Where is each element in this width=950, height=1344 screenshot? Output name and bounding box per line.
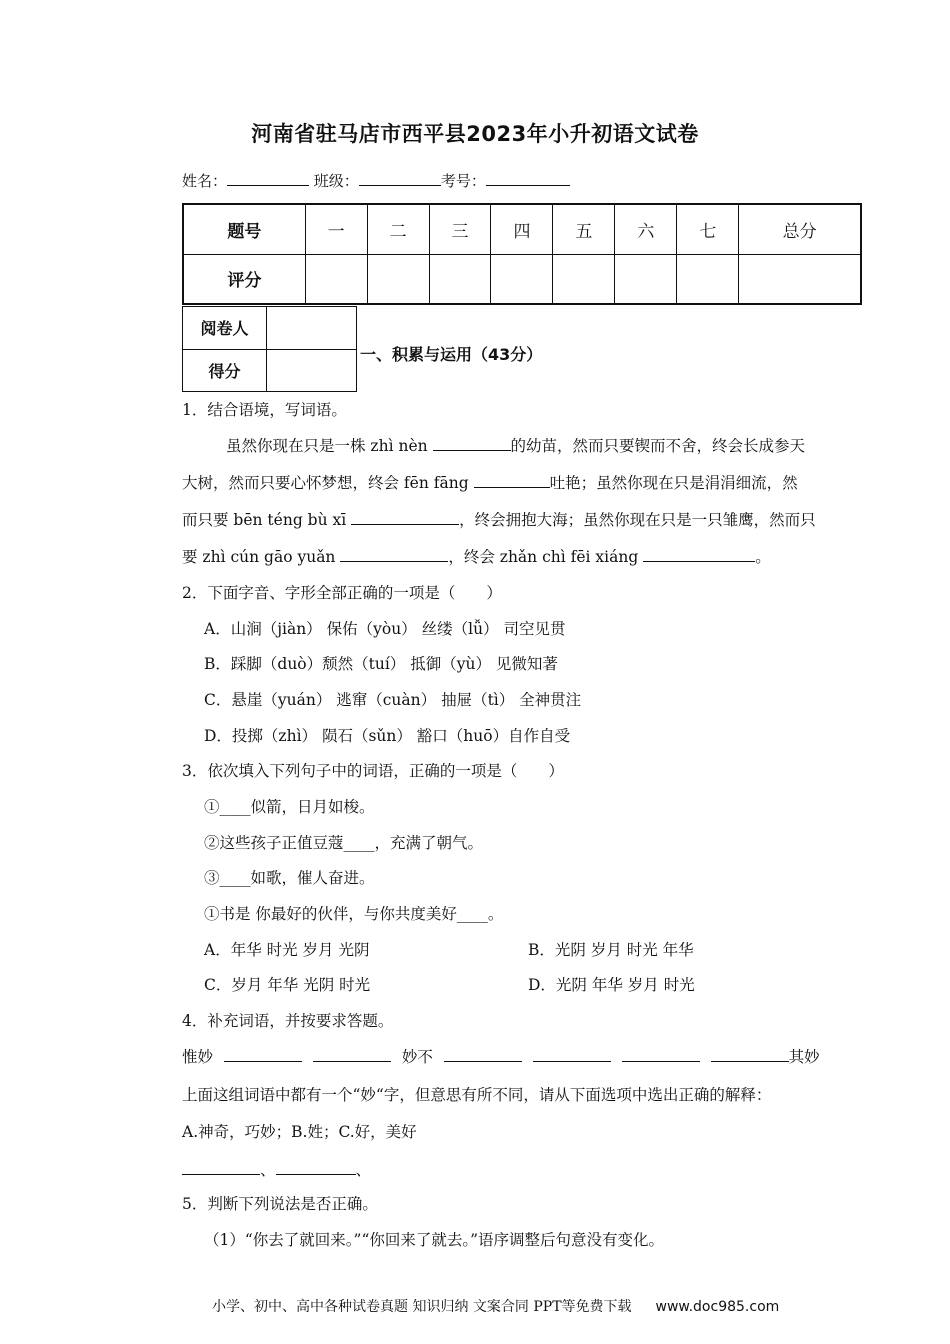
q3-sentence-2: ②这些孩子正值豆蔻____，充满了朝气。 bbox=[204, 834, 484, 852]
score-table-score-row bbox=[183, 254, 861, 304]
q3-option-d[interactable]: D．光阴 年华 岁月 时光 bbox=[528, 976, 695, 994]
name-blank[interactable] bbox=[227, 172, 309, 186]
q5-statement-1: （1）“你去了就回来。”“你回来了就去。”语序调整后句意没有变化。 bbox=[204, 1231, 665, 1249]
q2-option-b[interactable]: B．踩脚（duò）颓然（tuí） 抵御（yù） 见微知著 bbox=[204, 655, 558, 673]
q1-blank-1[interactable] bbox=[433, 437, 511, 451]
q1-text: 的幼苗，然而只要锲而不舍，终会长成参天 bbox=[510, 437, 806, 455]
score-cell-2[interactable] bbox=[367, 254, 429, 304]
score-table-header-row bbox=[183, 204, 861, 254]
q4-word: 惟妙 bbox=[182, 1048, 214, 1066]
q3-option-b[interactable]: B．光阴 岁月 时光 年华 bbox=[528, 941, 694, 959]
q4-blank-5[interactable] bbox=[622, 1048, 700, 1062]
reviewer-score-cell[interactable] bbox=[267, 349, 357, 392]
q4-word: 妙不 bbox=[401, 1048, 433, 1066]
section-1-heading: 一、积累与运用（43分） bbox=[360, 345, 543, 364]
q4-separator: 、 bbox=[355, 1161, 372, 1179]
q4-blank-4[interactable] bbox=[533, 1048, 611, 1062]
reviewer-cell[interactable] bbox=[267, 307, 357, 350]
q1-blank-3[interactable] bbox=[351, 511, 459, 525]
score-table-header-label: 题号 bbox=[183, 204, 305, 254]
q1-text: ，终会 zhǎn chì fēi xiáng bbox=[448, 548, 639, 566]
q3-option-c[interactable]: C．岁月 年华 光阴 时光 bbox=[204, 976, 371, 994]
q1-line-1 bbox=[226, 434, 805, 456]
q1-stem: 1．结合语境，写词语。 bbox=[182, 401, 347, 419]
q3-stem: 3．依次填入下列句子中的词语，正确的一项是（ ） bbox=[182, 762, 564, 780]
reviewer-label: 阅卷人 bbox=[183, 307, 267, 350]
score-col-3: 三 bbox=[429, 204, 491, 254]
score-cell-3[interactable] bbox=[429, 254, 491, 304]
footer-site-link[interactable]: www.doc985.com bbox=[655, 1299, 780, 1315]
q4-answer-blank-2[interactable] bbox=[276, 1161, 356, 1175]
q1-text: 虽然你现在只是一株 zhì nèn bbox=[226, 437, 428, 455]
q2-option-a[interactable]: A．山涧（jiàn） 保佑（yòu） 丝缕（lǚ） 司空见贯 bbox=[204, 620, 566, 638]
student-info-line bbox=[182, 170, 570, 191]
q3-option-a[interactable]: A．年华 时光 岁月 光阴 bbox=[204, 941, 370, 959]
score-cell-total[interactable] bbox=[739, 254, 861, 304]
score-cell-4[interactable] bbox=[491, 254, 553, 304]
q2-option-c[interactable]: C．悬崖（yuán） 逃窜（cuàn） 抽屉（tì） 全神贯注 bbox=[204, 691, 582, 709]
exam-no-blank[interactable] bbox=[486, 172, 570, 186]
q1-text: 大树，然而只要心怀梦想，终会 fēn fāng bbox=[182, 474, 469, 492]
q1-blank-2[interactable] bbox=[474, 474, 550, 488]
q4-stem: 4．补充词语，并按要求答题。 bbox=[182, 1012, 394, 1030]
q1-text: 而只要 bēn téng bù xī bbox=[182, 511, 347, 529]
q1-text: ，终会拥抱大海；虽然你现在只是一只雏鹰，然而只 bbox=[459, 511, 816, 529]
q4-answer-line bbox=[182, 1158, 371, 1180]
q3-sentence-3: ③____如歌，催人奋进。 bbox=[204, 869, 375, 887]
q2-stem: 2．下面字音、字形全部正确的一项是（ ） bbox=[182, 584, 502, 602]
q1-text: 。 bbox=[755, 548, 771, 566]
q1-text: 吐艳；虽然你现在只是涓涓细流，然 bbox=[549, 474, 798, 492]
q4-instruction: 上面这组词语中都有一个“妙“字，但意思有所不同，请从下面选项中选出正确的解释： bbox=[182, 1086, 772, 1104]
q1-text: 要 zhì cún gāo yuǎn bbox=[182, 548, 336, 566]
q4-blank-3[interactable] bbox=[444, 1048, 522, 1062]
name-label: 姓名： bbox=[182, 172, 228, 190]
score-cell-6[interactable] bbox=[615, 254, 677, 304]
q1-line-2 bbox=[182, 471, 798, 493]
score-cell-7[interactable] bbox=[677, 254, 739, 304]
score-col-total: 总分 bbox=[739, 204, 861, 254]
q1-blank-5[interactable] bbox=[643, 548, 755, 562]
q1-line-3 bbox=[182, 508, 816, 530]
score-cell-5[interactable] bbox=[553, 254, 615, 304]
q4-words-line bbox=[182, 1045, 820, 1067]
class-blank[interactable] bbox=[359, 172, 441, 186]
score-table bbox=[182, 203, 862, 305]
q3-sentence-1: ①____似箭，日月如梭。 bbox=[204, 798, 375, 816]
footer-text: 小学、初中、高中各种试卷真题 知识归纳 文案合同 PPT等免费下载 bbox=[212, 1299, 632, 1315]
q2-option-d[interactable]: D．投掷（zhì） 陨石（sǔn） 豁口（huō）自作自受 bbox=[204, 727, 571, 745]
score-cell-1[interactable] bbox=[305, 254, 367, 304]
q4-blank-1[interactable] bbox=[224, 1048, 302, 1062]
score-row-label: 评分 bbox=[183, 254, 305, 304]
reviewer-table bbox=[182, 306, 357, 392]
reviewer-score-label: 得分 bbox=[183, 349, 267, 392]
exam-no-label: 考号： bbox=[440, 172, 486, 190]
q5-stem: 5．判断下列说法是否正确。 bbox=[182, 1195, 378, 1213]
q1-blank-4[interactable] bbox=[340, 548, 448, 562]
q4-word: 其妙 bbox=[788, 1048, 820, 1066]
score-col-4: 四 bbox=[491, 204, 553, 254]
q1-line-4 bbox=[182, 545, 771, 567]
q4-blank-6[interactable] bbox=[711, 1048, 789, 1062]
page-footer bbox=[212, 1296, 779, 1316]
score-col-5: 五 bbox=[553, 204, 615, 254]
q4-separator: 、 bbox=[260, 1161, 276, 1179]
score-col-6: 六 bbox=[615, 204, 677, 254]
q4-answer-blank-1[interactable] bbox=[182, 1161, 260, 1175]
exam-title: 河南省驻马店市西平县2023年小升初语文试卷 bbox=[251, 122, 699, 146]
q3-sentence-4: ①书是 你最好的伙伴，与你共度美好____。 bbox=[204, 905, 504, 923]
class-label: 班级： bbox=[313, 172, 359, 190]
score-col-7: 七 bbox=[677, 204, 739, 254]
q4-blank-2[interactable] bbox=[313, 1048, 391, 1062]
score-col-2: 二 bbox=[367, 204, 429, 254]
score-col-1: 一 bbox=[305, 204, 367, 254]
q4-options: A.神奇，巧妙；B.姓；C.好，美好 bbox=[182, 1123, 417, 1141]
